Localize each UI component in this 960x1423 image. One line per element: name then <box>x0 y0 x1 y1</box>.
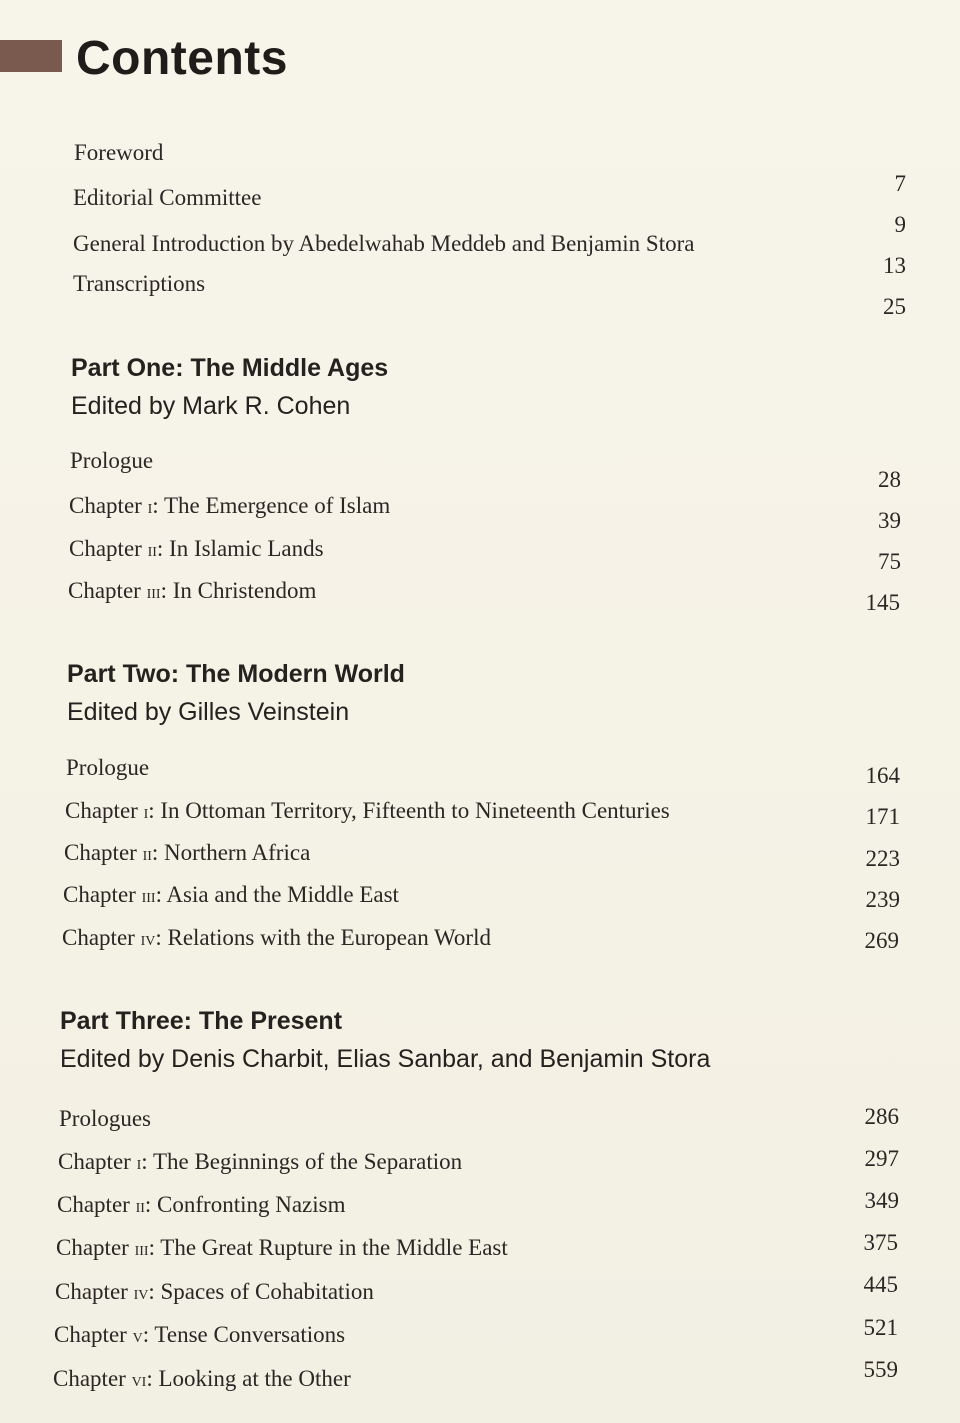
chapter-title: : Relations with the European World <box>155 925 491 950</box>
chapter-prefix: Chapter <box>62 925 141 950</box>
toc-entry-chapter <box>55 1278 374 1307</box>
page-number: 445 <box>863 1272 898 1297</box>
chapter-prefix: Chapter <box>54 1322 133 1347</box>
page-number: 145 <box>865 590 900 615</box>
chapter-title: Prologue <box>66 755 150 780</box>
chapter-numeral: iii <box>134 1238 149 1260</box>
page-number: 171 <box>865 804 900 829</box>
chapter-title: : In Islamic Lands <box>156 536 324 561</box>
toc-entry-editorial-committee: Editorial Committee <box>73 185 262 210</box>
page-number: 297 <box>864 1146 899 1171</box>
chapter-numeral: ii <box>135 1195 145 1217</box>
page-number: 286 <box>864 1104 899 1129</box>
part-one-title: Part One: The Middle Ages <box>71 354 389 382</box>
toc-entry-prologues <box>59 1105 151 1134</box>
toc-entry-chapter <box>53 1365 351 1394</box>
page-number: 75 <box>878 549 901 574</box>
chapter-title: : In Christendom <box>160 578 317 603</box>
page-number: 7 <box>894 171 906 196</box>
chapter-prefix: Chapter <box>64 840 143 865</box>
chapter-prefix: Chapter <box>63 882 142 907</box>
page-number: 39 <box>878 508 901 533</box>
chapter-prefix: Chapter <box>68 578 147 603</box>
chapter-prefix: Chapter <box>57 1192 136 1217</box>
page-number: 239 <box>865 887 900 912</box>
chapter-numeral: ii <box>147 539 157 561</box>
toc-entry-chapter <box>57 1191 345 1220</box>
chapter-prefix: Chapter <box>55 1279 134 1304</box>
chapter-numeral: i <box>143 801 149 823</box>
toc-entry-transcriptions: Transcriptions <box>73 271 206 296</box>
chapter-prefix: Chapter <box>58 1149 137 1174</box>
chapter-title: : Tense Conversations <box>142 1322 346 1347</box>
toc-entry-prologue <box>66 754 149 783</box>
chapter-prefix: Chapter <box>65 798 144 823</box>
chapter-title: : In Ottoman Territory, Fifteenth to Nineteenth Centuries <box>148 798 670 823</box>
toc-entry-chapter <box>62 924 491 953</box>
chapter-numeral: iii <box>141 885 156 907</box>
page-number: 9 <box>894 212 906 237</box>
toc-entry-foreword: Foreword <box>74 140 164 165</box>
page-number: 28 <box>878 467 901 492</box>
part-one-editor: Edited by Mark R. Cohen <box>71 392 351 420</box>
chapter-title: : The Emergence of Islam <box>152 493 391 518</box>
page-number: 223 <box>865 846 900 871</box>
page-number: 269 <box>864 928 899 953</box>
chapter-title: : Confronting Nazism <box>144 1192 346 1217</box>
chapter-title: Prologue <box>70 448 154 473</box>
toc-entry-general-introduction: General Introduction by Abedelwahab Meddeb and Benjamin Stora <box>73 231 695 256</box>
chapter-title: : Northern Africa <box>151 840 311 865</box>
toc-entry-chapter <box>54 1321 345 1350</box>
toc-entry-prologue <box>70 447 153 476</box>
chapter-numeral: v <box>132 1325 143 1347</box>
toc-entry-chapter <box>69 492 390 521</box>
toc-entry-chapter <box>58 1148 462 1177</box>
chapter-title: : The Great Rupture in the Middle East <box>148 1235 508 1260</box>
toc-entry-chapter <box>64 839 310 868</box>
page-number: 164 <box>865 763 900 788</box>
heading-bar <box>0 40 62 72</box>
page-number: 521 <box>863 1315 898 1340</box>
page-number: 349 <box>864 1188 899 1213</box>
chapter-title: : Looking at the Other <box>146 1366 351 1391</box>
toc-entry-chapter <box>68 577 316 606</box>
toc-entry-chapter <box>65 797 670 826</box>
toc-entry-chapter <box>56 1234 508 1263</box>
toc-entry-chapter <box>63 881 399 910</box>
chapter-title: Prologues <box>59 1106 151 1131</box>
page-number: 13 <box>883 253 906 278</box>
page-number: 559 <box>863 1357 898 1382</box>
page-number: 375 <box>863 1230 898 1255</box>
part-two-title: Part Two: The Modern World <box>67 660 405 688</box>
chapter-numeral: vi <box>131 1369 147 1391</box>
chapter-prefix: Chapter <box>53 1366 132 1391</box>
page-number: 25 <box>883 294 906 319</box>
part-two-editor: Edited by Gilles Veinstein <box>67 698 350 726</box>
chapter-numeral: iv <box>140 928 156 950</box>
chapter-prefix: Chapter <box>69 536 148 561</box>
toc-entry-chapter <box>69 535 324 564</box>
part-three-title: Part Three: The Present <box>60 1007 343 1035</box>
chapter-numeral: iii <box>146 581 161 603</box>
part-three-editor: Edited by Denis Charbit, Elias Sanbar, and Benjamin Stora <box>60 1045 711 1073</box>
chapter-title: : The Beginnings of the Separation <box>141 1149 463 1174</box>
chapter-numeral: i <box>147 496 153 518</box>
chapter-prefix: Chapter <box>56 1235 135 1260</box>
chapter-title: : Spaces of Cohabitation <box>148 1279 374 1304</box>
chapter-prefix: Chapter <box>69 493 148 518</box>
chapter-numeral: ii <box>142 843 152 865</box>
contents-title: Contents <box>76 32 288 85</box>
chapter-numeral: iv <box>133 1282 149 1304</box>
chapter-title: : Asia and the Middle East <box>155 882 399 907</box>
chapter-numeral: i <box>136 1152 142 1174</box>
